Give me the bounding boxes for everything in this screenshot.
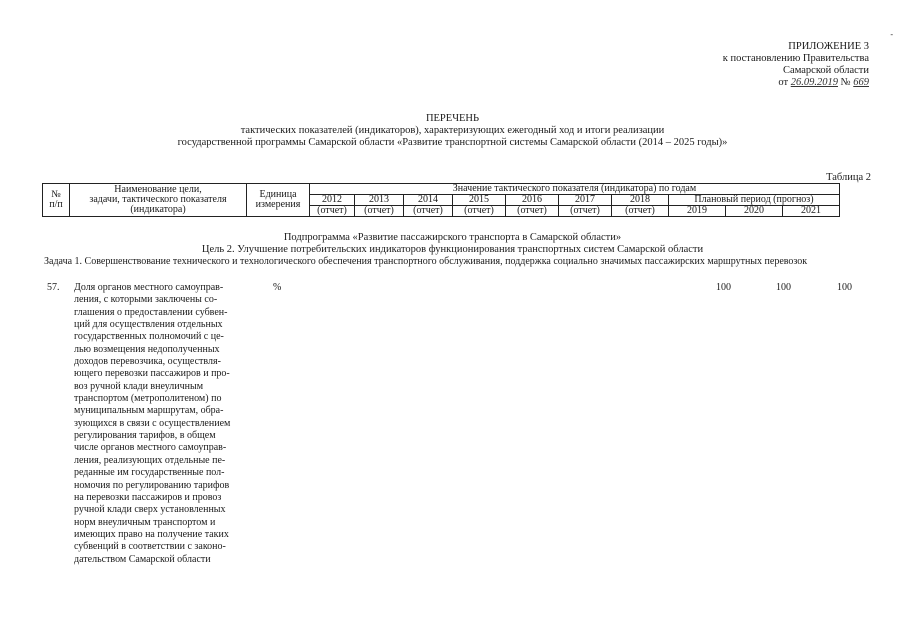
- desc-line: субвенций в соответствии с законо-: [74, 541, 226, 553]
- report-label-2012: (отчет): [310, 206, 355, 217]
- col-name-line-2: задачи, тактического показателя: [89, 194, 227, 205]
- desc-line: норм внеуличным транспортом и: [74, 516, 216, 528]
- report-label-2016: (отчет): [506, 206, 559, 217]
- desc-line: ления, с которыми заключены со-: [74, 294, 218, 306]
- planned-group-header: Плановый период (прогноз): [669, 195, 840, 206]
- col-unit-header: [247, 184, 310, 217]
- title-line-2: государственной программы Самарской области «Развитие транспортной системы Самарской области (2014 – 2025 годы)»: [177, 137, 728, 148]
- year-2015: 2015: [453, 195, 506, 206]
- row-value-2020: 100: [776, 282, 791, 293]
- desc-line: доходов перевозчика, осуществля-: [74, 356, 221, 368]
- title-heading: ПЕРЕЧЕНЬ: [425, 113, 480, 124]
- desc-line: лью возмещения недополученных: [74, 343, 220, 355]
- desc-line: муниципальным маршрутам, обра-: [74, 405, 224, 417]
- row-unit: %: [273, 282, 282, 293]
- appendix-region: Самарской области: [783, 65, 869, 76]
- desc-line: ручной клади сверх установленных: [74, 504, 226, 516]
- col-unit-line-2: измерения: [255, 199, 301, 210]
- row-number: 57.: [47, 282, 60, 293]
- row-value-2019: 100: [716, 282, 731, 293]
- report-label-2017: (отчет): [559, 206, 612, 217]
- col-number-line-2: п/п: [49, 199, 63, 210]
- corner-mark: -: [890, 30, 893, 39]
- document-title: [0, 113, 905, 149]
- year-2016: 2016: [506, 195, 559, 206]
- year-2021: 2021: [783, 206, 840, 217]
- col-name-line-3: (индикатора): [130, 204, 186, 215]
- handwritten-date: 26.09.2019: [790, 77, 838, 88]
- handwritten-number: 669: [853, 77, 869, 88]
- number-prefix: №: [840, 77, 851, 88]
- report-label-2013: (отчет): [355, 206, 404, 217]
- report-label-2014: (отчет): [404, 206, 453, 217]
- col-name-line-1: Наименование цели,: [114, 184, 202, 195]
- col-unit-line-1: Единица: [259, 189, 297, 200]
- title-line-1: тактических показателей (индикаторов), характеризующих ежегодный ход и итоги реализации: [240, 125, 665, 136]
- desc-line: реданные им государственные пол-: [74, 467, 225, 479]
- desc-line: транспортом (метрополитеном) по: [74, 393, 222, 405]
- appendix-decree: к постановлению Правительства: [722, 53, 869, 64]
- year-2012: 2012: [310, 195, 355, 206]
- year-2018: 2018: [612, 195, 669, 206]
- desc-line: ций для осуществления отдельных: [74, 319, 223, 331]
- year-2019: 2019: [669, 206, 726, 217]
- desc-line: регулирования тарифов, в общем: [74, 430, 216, 442]
- appendix-block: [723, 41, 869, 89]
- col-number-line-1: №: [51, 189, 61, 200]
- year-2020: 2020: [726, 206, 783, 217]
- desc-line: зующихся в связи с осуществлением: [74, 417, 231, 429]
- desc-line: дательством Самарской области: [74, 553, 211, 565]
- subprogram-heading: Подпрограмма «Развитие пассажирского транспорта в Самарской области»: [283, 232, 622, 243]
- report-label-2018: (отчет): [612, 206, 669, 217]
- goal-heading: Цель 2. Улучшение потребительских индикаторов функционирования транспортных систем Самарской области: [201, 244, 704, 255]
- from-prefix: от: [778, 77, 789, 88]
- year-2014: 2014: [404, 195, 453, 206]
- report-label-2015: (отчет): [453, 206, 506, 217]
- year-2013: 2013: [355, 195, 404, 206]
- appendix-title: ПРИЛОЖЕНИЕ 3: [788, 41, 869, 52]
- row-value-2021: 100: [837, 282, 852, 293]
- col-number-header: [43, 184, 70, 217]
- desc-line: числе органов местного самоуправ-: [74, 442, 227, 454]
- desc-line: Доля органов местного самоуправ-: [74, 282, 224, 293]
- col-name-header: [70, 184, 247, 217]
- table-label: Таблица 2: [826, 172, 871, 183]
- values-group-header: Значение тактического показателя (индикатора) по годам: [310, 184, 840, 195]
- desc-line: номочия по регулированию тарифов: [74, 479, 230, 491]
- year-2017: 2017: [559, 195, 612, 206]
- desc-line: глашения о предоставлении субвен-: [74, 306, 228, 318]
- row-description: [74, 282, 244, 566]
- desc-line: ющего перевозки пассажиров и про-: [74, 368, 230, 380]
- task-heading: Задача 1. Совершенствование технического и технологического обеспечения транспортного обслуживания, поддержка социально значимых пассажирских маршрутных перевозок: [44, 256, 808, 267]
- desc-line: государственных полномочий с це-: [74, 331, 224, 343]
- desc-line: воз ручной клади внеуличным: [74, 380, 204, 392]
- indicators-table-header: [42, 183, 840, 217]
- desc-line: имеющих право на получение таких: [74, 528, 229, 540]
- appendix-date-line: [723, 77, 869, 89]
- desc-line: на перевозки пассажиров и провоз: [74, 491, 222, 503]
- desc-line: ления, реализующих отдельные пе-: [74, 454, 226, 466]
